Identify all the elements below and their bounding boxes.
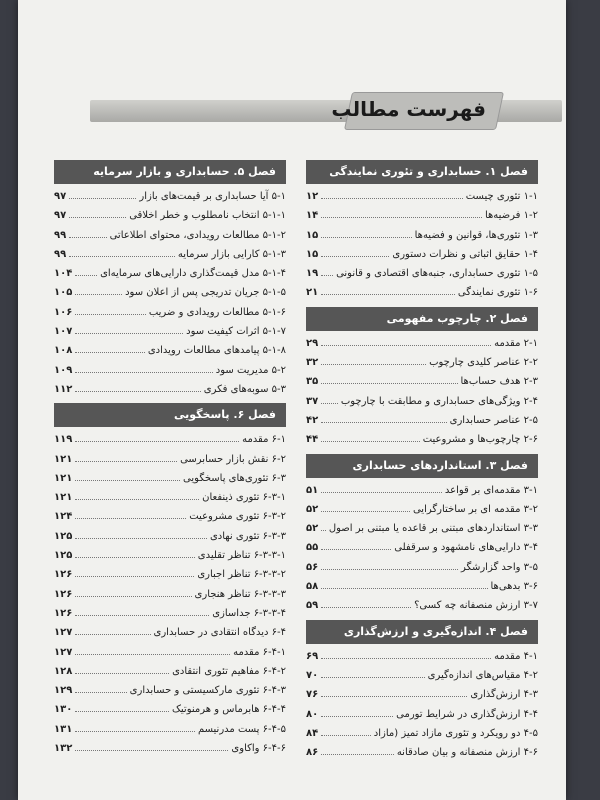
chapter-section-list — [54, 187, 286, 399]
toc-entry — [306, 411, 538, 430]
dot-leader — [321, 580, 487, 589]
toc-entry — [54, 469, 286, 488]
toc-entry — [54, 700, 286, 719]
toc-entry-title: ۵-۱-۲ مطالعات رویدادی، محتوای اطلاعاتی — [109, 229, 286, 241]
dot-leader — [321, 484, 442, 493]
toc-entry-page-number: ۸۶ — [306, 747, 319, 759]
toc-entry-page-number: ۴۴ — [306, 434, 319, 446]
toc-entry — [306, 743, 538, 762]
toc-entry — [306, 724, 538, 743]
toc-entry-page-number: ۱۲۸ — [54, 665, 73, 677]
toc-entry — [306, 538, 538, 557]
toc-entry-title: ۶-۳-۳ تئوری نهادی — [209, 530, 286, 542]
dot-leader — [321, 286, 455, 295]
toc-entry-title: ۶-۳-۳-۲ تناظر اجباری — [197, 569, 286, 581]
toc-entry-page-number: ۵۵ — [306, 542, 319, 554]
toc-entry-title: ۲-۵ عناصر حسابداری — [449, 414, 538, 426]
dot-leader — [321, 727, 371, 736]
chapter-heading: فصل ۴. اندازه‌گیری و ارزش‌گذاری — [306, 620, 538, 644]
toc-entry — [306, 481, 538, 500]
chapter-heading: فصل ۶. پاسخگویی — [54, 403, 286, 427]
dot-leader — [75, 325, 183, 334]
toc-entry-title: ۶-۳-۱ تئوری ذینفعان — [202, 492, 286, 504]
toc-entry-title: ۳-۶ بدهی‌ها — [490, 581, 538, 593]
dot-leader — [75, 472, 180, 481]
toc-entry-title: ۵-۱-۴ مدل قیمت‌گذاری دارایی‌های سرمایه‌ای — [100, 268, 286, 280]
toc-entry — [54, 643, 286, 662]
toc-entry-title: ۶-۴-۶ واکاوی — [231, 743, 286, 755]
toc-entry-page-number: ۱۲۷ — [54, 627, 73, 639]
toc-entry-title: ۴-۳ ارزش‌گذاری — [470, 689, 538, 701]
toc-entry-title: ۲-۶ چارچوب‌ها و مشروعیت — [422, 434, 538, 446]
toc-entry — [306, 430, 538, 449]
toc-entry-title: ۳-۳ استانداردهای مبتنی بر قاعده یا مبتنی بر اصول — [328, 523, 538, 535]
chapter-section-list — [306, 481, 538, 616]
dot-leader — [321, 267, 333, 276]
dot-leader — [321, 503, 410, 512]
toc-entry-page-number: ۳۷ — [306, 395, 319, 407]
toc-entry-title: ۳-۴ دارایی‌های نامشهود و سرقفلی — [394, 542, 538, 554]
toc-entry — [306, 519, 538, 538]
toc-entry — [306, 685, 538, 704]
toc-entry-title: ۳-۷ ارزش منصفانه چه کسی؟ — [414, 600, 538, 612]
toc-entry — [306, 647, 538, 666]
toc-entry — [306, 558, 538, 577]
toc-entry-title: ۲-۱ مقدمه — [494, 337, 538, 349]
dot-leader — [75, 607, 209, 616]
dot-leader — [69, 229, 106, 238]
dot-leader — [321, 561, 458, 570]
toc-entry-title: ۴-۴ ارزش‌گذاری در شرایط تورمی — [396, 708, 538, 720]
dot-leader — [75, 433, 239, 442]
toc-entry-page-number: ۱۲۹ — [54, 685, 73, 697]
toc-entry — [54, 507, 286, 526]
toc-entry-page-number: ۵۲ — [306, 523, 319, 535]
toc-entry — [54, 585, 286, 604]
toc-entry-page-number: ۱۳۰ — [54, 704, 73, 716]
toc-entry — [54, 341, 286, 360]
dot-leader — [75, 742, 228, 751]
toc-entry — [54, 380, 286, 399]
toc-entry — [54, 720, 286, 739]
dot-leader — [75, 530, 207, 539]
toc-entry-title: ۲-۳ هدف حساب‌ها — [460, 376, 538, 388]
toc-entry-title: ۶-۴ دیدگاه انتقادی در حسابداری — [153, 627, 286, 639]
toc-entry — [306, 596, 538, 615]
toc-entry-title: ۵-۱-۱ انتخاب نامطلوب و خطر اخلاقی — [129, 210, 286, 222]
dot-leader — [321, 395, 338, 404]
toc-entry — [306, 392, 538, 411]
dot-leader — [75, 588, 191, 597]
toc-entry-title: ۴-۶ ارزش منصفانه و بیان صادقانه — [396, 747, 538, 759]
toc-entry-page-number: ۵۹ — [306, 600, 319, 612]
toc-entry-title: ۶-۳ تئوری‌های پاسخگویی — [183, 472, 286, 484]
toc-entry-title: ۱-۵ تئوری حسابداری، جنبه‌های اقتصادی و قانونی — [336, 268, 538, 280]
dot-leader — [321, 522, 326, 531]
toc-entry-title: ۵-۱-۷ اثرات کیفیت سود — [186, 326, 286, 338]
toc-entry-title: ۶-۳-۳-۳ تناظر هنجاری — [194, 588, 286, 600]
dot-leader — [75, 568, 194, 577]
chapter-heading: فصل ۱. حسابداری و تئوری نمایندگی — [306, 160, 538, 184]
toc-entry-page-number: ۸۰ — [306, 708, 319, 720]
toc-entry-page-number: ۱۵ — [306, 229, 319, 241]
dot-leader — [69, 190, 136, 199]
toc-right-column — [306, 160, 538, 766]
dot-leader — [75, 665, 169, 674]
toc-entry-title: ۳-۵ واحد گزارشگر — [460, 561, 538, 573]
chapter-gap — [54, 758, 286, 762]
toc-entry-page-number: ۱۲۱ — [54, 492, 73, 504]
toc-entry — [306, 666, 538, 685]
dot-leader — [75, 510, 186, 519]
toc-entry-page-number: ۱۰۷ — [54, 326, 73, 338]
toc-entry-page-number: ۱۲۱ — [54, 472, 73, 484]
chapter-section-list — [306, 647, 538, 763]
toc-entry-page-number: ۱۰۵ — [54, 287, 73, 299]
toc-entry — [54, 361, 286, 380]
toc-entry-title: ۵-۱ آیا حسابداری بر قیمت‌های بازار — [139, 191, 286, 202]
toc-entry-page-number: ۵۲ — [306, 503, 319, 515]
dot-leader — [75, 646, 230, 655]
toc-entry — [306, 245, 538, 264]
dot-leader — [321, 190, 463, 199]
dot-leader — [321, 669, 424, 678]
toc-entry-page-number: ۵۱ — [306, 484, 319, 496]
toc-entry — [306, 334, 538, 353]
toc-entry — [54, 488, 286, 507]
toc-entry-page-number: ۹۹ — [54, 248, 67, 260]
toc-entry — [54, 662, 286, 681]
chapter-heading: فصل ۲. چارچوب مفهومی — [306, 307, 538, 331]
toc-entry-page-number: ۶۹ — [306, 650, 319, 662]
toc-entry — [54, 430, 286, 449]
toc-entry-title: ۵-۱-۵ جریان تدریجی پس از اعلان سود — [125, 287, 286, 299]
dot-leader — [69, 209, 126, 218]
toc-entry-title: ۶-۴-۱ مقدمه — [233, 646, 286, 658]
dot-leader — [321, 708, 393, 717]
toc-entry-title: ۴-۱ مقدمه — [494, 650, 538, 662]
dot-leader — [321, 229, 411, 238]
toc-entry — [54, 565, 286, 584]
toc-entry — [306, 206, 538, 225]
toc-entry — [54, 739, 286, 758]
toc-entry — [54, 527, 286, 546]
toc-entry-page-number: ۱۲۵ — [54, 550, 73, 562]
toc-entry — [306, 577, 538, 596]
dot-leader — [321, 414, 446, 423]
toc-entry-page-number: ۱۱۲ — [54, 383, 73, 395]
toc-left-column — [54, 160, 286, 762]
dot-leader — [321, 433, 419, 442]
chapter-heading: فصل ۳. استانداردهای حسابداری — [306, 454, 538, 478]
toc-entry — [54, 303, 286, 322]
toc-entry-title: ۶-۳-۲ تئوری مشروعیت — [189, 511, 286, 523]
toc-entry-page-number: ۱۰۸ — [54, 345, 73, 357]
toc-entry — [306, 353, 538, 372]
toc-entry-page-number: ۱۰۴ — [54, 268, 73, 280]
dot-leader — [321, 541, 391, 550]
dot-leader — [321, 375, 457, 384]
chapter-section-list — [306, 334, 538, 450]
toc-entry-title: ۱-۱ تئوری چیست — [465, 191, 538, 202]
toc-entry-page-number: ۱۲۶ — [54, 607, 73, 619]
toc-entry-title: ۶-۴-۲ مفاهیم تئوری انتقادی — [172, 665, 286, 677]
toc-entry-page-number: ۱۴ — [306, 210, 319, 222]
toc-entry-page-number: ۹۷ — [54, 210, 67, 222]
dot-leader — [75, 267, 97, 276]
toc-entry-page-number: ۱۲۱ — [54, 453, 73, 465]
dot-leader — [75, 453, 177, 462]
toc-entry-page-number: ۳۵ — [306, 376, 319, 388]
toc-entry — [54, 264, 286, 283]
toc-entry-page-number: ۵۶ — [306, 561, 319, 573]
toc-entry — [54, 187, 286, 206]
dot-leader — [75, 344, 145, 353]
toc-entry-title: ۲-۴ ویژگی‌های حسابداری و مطابقت با چارچوب — [340, 395, 538, 407]
dot-leader — [321, 248, 389, 257]
dot-leader — [75, 364, 212, 373]
chapter-heading: فصل ۵. حسابداری و بازار سرمایه — [54, 160, 286, 184]
toc-entry-page-number: ۱۰۶ — [54, 306, 73, 318]
chapter-gap — [306, 762, 538, 766]
toc-entry — [306, 500, 538, 519]
toc-entry-page-number: ۴۲ — [306, 414, 319, 426]
toc-entry-page-number: ۱۰۹ — [54, 364, 73, 376]
toc-entry — [54, 450, 286, 469]
toc-entry-page-number: ۱۲۵ — [54, 530, 73, 542]
toc-entry-page-number: ۱۲۷ — [54, 646, 73, 658]
dot-leader — [321, 337, 491, 346]
toc-entry-page-number: ۱۲۴ — [54, 511, 73, 523]
toc-entry-page-number: ۷۰ — [306, 669, 319, 681]
toc-entry-title: ۵-۱-۸ پیامدهای مطالعات رویدادی — [147, 345, 286, 357]
toc-entry-title: ۶-۲ نقش بازار حسابرسی — [180, 453, 286, 465]
toc-entry-title: ۳-۱ مقدمه‌ای بر قواعد — [444, 484, 538, 496]
toc-entry-title: ۵-۲ مدیریت سود — [215, 364, 286, 376]
toc-entry-page-number: ۲۹ — [306, 337, 319, 349]
toc-entry-page-number: ۱۲۶ — [54, 588, 73, 600]
toc-entry-page-number: ۱۵ — [306, 248, 319, 260]
toc-entry-title: ۲-۲ عناصر کلیدی چارچوب — [429, 357, 538, 369]
toc-entry — [54, 226, 286, 245]
toc-entry — [306, 372, 538, 391]
toc-entry — [54, 546, 286, 565]
toc-entry-title: ۵-۱-۳ کارایی بازار سرمایه — [177, 248, 286, 260]
dot-leader — [75, 491, 199, 500]
toc-entry — [306, 226, 538, 245]
toc-entry-title: ۵-۱-۶ مطالعات رویدادی و ضریب — [148, 306, 286, 318]
toc-entry-title: ۶-۴-۳ تئوری مارکسیستی و حسابداری — [129, 685, 286, 697]
toc-entry-title: ۱-۴ حقایق اثباتی و نظرات دستوری — [392, 248, 538, 260]
toc-entry-title: ۶-۱ مقدمه — [242, 434, 286, 446]
toc-entry-page-number: ۳۲ — [306, 357, 319, 369]
page-title: فهرست مطالب — [331, 97, 486, 121]
toc-entry-title: ۶-۴-۵ پست مدرنیسم — [197, 723, 286, 735]
dot-leader — [321, 599, 411, 608]
toc-entry-page-number: ۱۳۲ — [54, 743, 73, 755]
dot-leader — [321, 746, 394, 755]
toc-entry — [306, 283, 538, 302]
toc-entry-page-number: ۵۸ — [306, 581, 319, 593]
dot-leader — [75, 549, 194, 558]
dot-leader — [321, 209, 482, 218]
toc-entry — [54, 245, 286, 264]
toc-entry-title: ۴-۲ مقیاس‌های اندازه‌گیری — [427, 669, 538, 681]
toc-entry-page-number: ۹۹ — [54, 229, 67, 241]
toc-entry — [54, 604, 286, 623]
dot-leader — [69, 248, 175, 257]
toc-entry — [306, 264, 538, 283]
toc-entry — [54, 623, 286, 642]
dot-leader — [75, 306, 146, 315]
toc-entry-title: ۵-۳ سوبه‌های فکری — [203, 383, 286, 395]
toc-entry — [54, 681, 286, 700]
toc-entry-title: ۶-۳-۳-۱ تناظر تقلیدی — [197, 550, 286, 562]
toc-entry-page-number: ۱۱۹ — [54, 434, 73, 446]
toc-entry — [54, 206, 286, 225]
toc-entry-page-number: ۱۲۶ — [54, 569, 73, 581]
toc-entry-title: ۶-۴-۴ هابرماس و هرمنوتیک — [171, 704, 286, 716]
dot-leader — [321, 688, 467, 697]
toc-entry-page-number: ۲۱ — [306, 287, 319, 299]
dot-leader — [75, 723, 195, 732]
toc-entry-title: ۱-۲ فرضیه‌ها — [484, 210, 538, 222]
toc-entry-page-number: ۱۹ — [306, 268, 319, 280]
dot-leader — [75, 703, 169, 712]
toc-entry-page-number: ۹۷ — [54, 191, 67, 202]
chapter-section-list — [306, 187, 538, 303]
toc-entry-page-number: ۸۴ — [306, 727, 319, 739]
toc-entry-title: ۴-۵ دو رویکرد و تئوری مازاد تمیز (مازاد — [373, 727, 538, 739]
dot-leader — [321, 356, 426, 365]
toc-entry — [54, 322, 286, 341]
toc-entry — [54, 283, 286, 302]
toc-entry-title: ۳-۲ مقدمه ای بر ساختارگرایی — [412, 503, 538, 515]
toc-entry-title: ۶-۳-۳-۴ جداسازی — [212, 607, 286, 619]
toc-entry-title: ۱-۳ تئوری‌ها، قوانین و فضیه‌ها — [414, 229, 538, 241]
dot-leader — [75, 684, 126, 693]
dot-leader — [75, 286, 122, 295]
toc-header — [90, 92, 562, 132]
dot-leader — [75, 626, 150, 635]
dot-leader — [75, 383, 200, 392]
dot-leader — [321, 650, 491, 659]
toc-entry — [306, 187, 538, 206]
chapter-section-list — [54, 430, 286, 758]
toc-entry — [306, 705, 538, 724]
toc-entry-title: ۱-۶ تئوری نمایندگی — [457, 287, 538, 299]
toc-entry-page-number: ۷۶ — [306, 689, 319, 701]
toc-entry-page-number: ۱۲ — [306, 191, 319, 202]
toc-entry-page-number: ۱۳۱ — [54, 723, 73, 735]
